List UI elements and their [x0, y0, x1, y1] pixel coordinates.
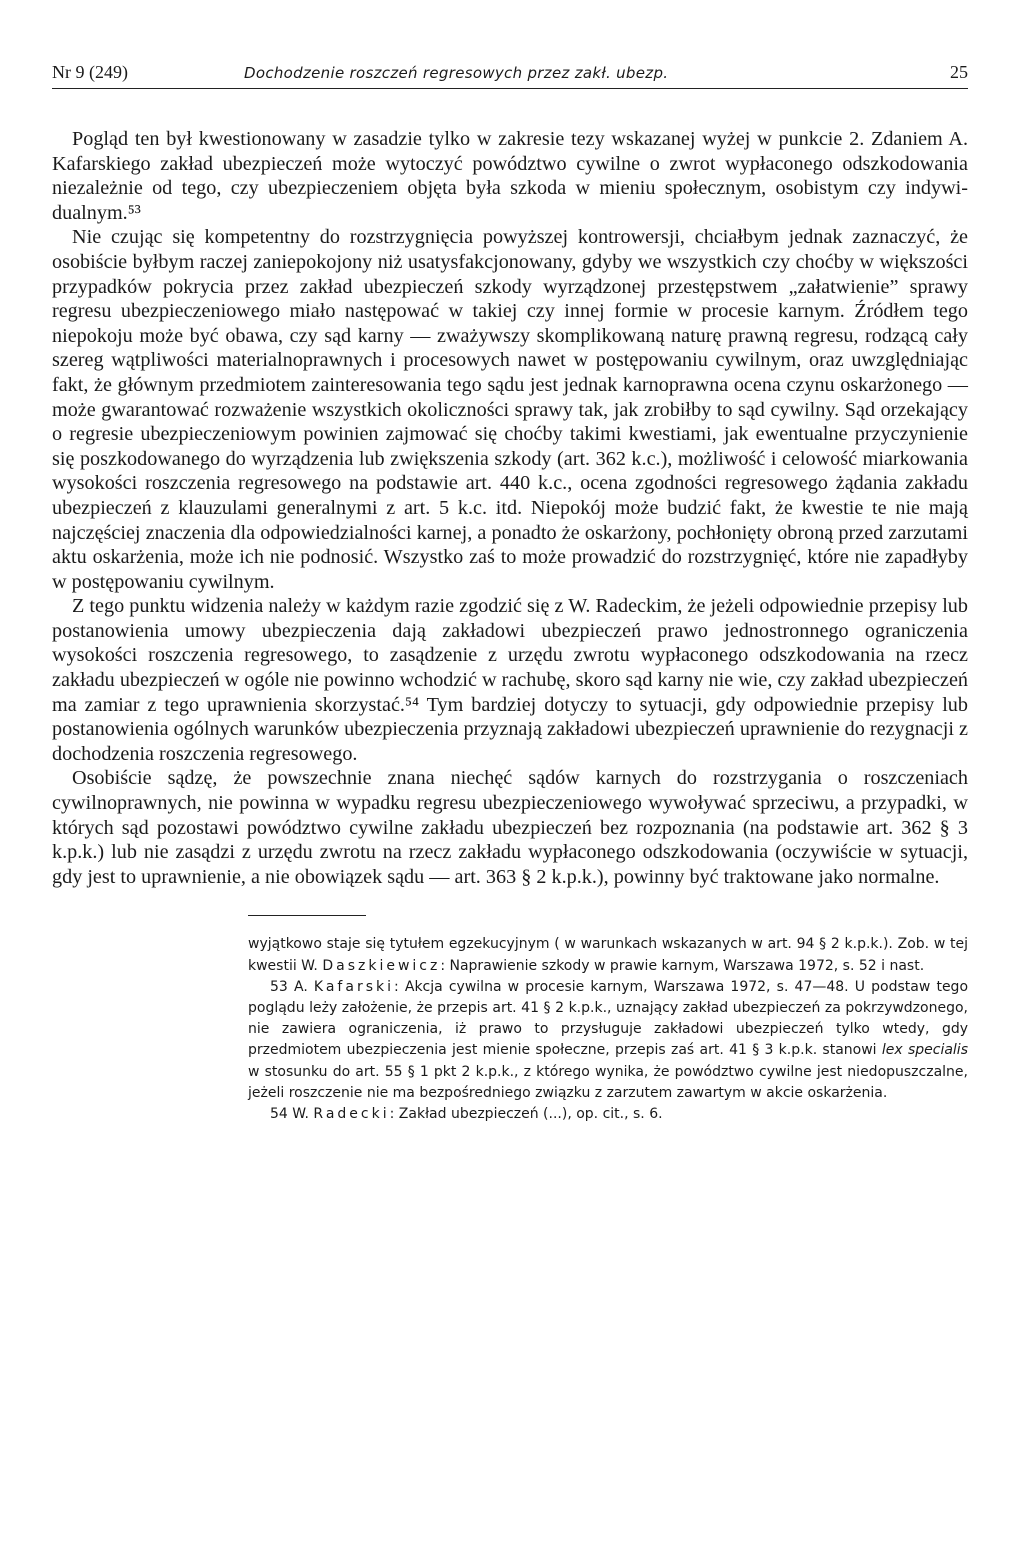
issue-number: Nr 9 (249) — [52, 62, 128, 82]
footnote-continuation: wyjątkowo staje się tytułem egzekucyjnym ( w warunkach wskazanych w art. 94 § 2 k.p.k.). Zob. w tej kwestii W. Daszkiewicz: Naprawienie szkody w prawie karnym, Warszawa 1972, s. 52 i nast. — [248, 936, 968, 974]
footnote-separator — [248, 915, 366, 916]
footnote-number: 53 — [270, 978, 288, 995]
paragraph: Osobiście sądzę, że powszechnie znana niechęć sądów karnych do rozstrzygania o roszczeniach cywilnoprawnych, nie powinna w wypadku regresu ubezpieczeniowego wywoływać sprzeciwu, a przypadki, w których sąd pozostawi powództwo cywilne zakładu ubezpieczeń bez rozpoznania (na podstawie art. 362 § 3 k.p.k.) lub nie zasądzi z urzędu zwrotu na rzecz zakładu wypłaconego odszkodowania (oczywiście w sytuacji, gdy jest to uprawnienie, a nie obowiązek sądu — art. 363 § 2 k.p.k.), powinny być traktowane jako normalne. — [52, 767, 968, 888]
latin-term: lex specialis — [881, 1042, 968, 1059]
document-page — [52, 60, 968, 1125]
footnote-number: 54 — [270, 1106, 288, 1123]
running-header — [52, 60, 968, 89]
footnote-54: 54 W. Radecki: Zakład ubezpieczeń (...), op. cit., s. 6. — [270, 1106, 663, 1123]
footnote-53: 53 A. Kafarski: Akcja cywilna w procesie karnym, Warszawa 1972, s. 47—48. U podstaw tego poglądu leży założenie, że przepis art. 41 § 2 k.p.k., uznający zakład ubezpieczeń za pokrzywdzonego, nie zawiera ograniczenia, iż prawo to przysługuje zakładowi ubezpieczeń tylko wtedy, gdy przedmiotem ubezpieczenia jest mienie społeczne, przepis zaś art. 41 § 3 k.p.k. stanowi lex specialis w stosunku do art. 55 § 1 pkt 2 k.p.k., z którego wynika, że powództwo cywilne jest niedopuszczalne, jeżeli roszczenie nie ma bezpośredniego związku z zarzutem zawartym w akcie oskarżenia. — [248, 978, 969, 1101]
running-title: Dochodzenie roszczeń regresowych przez zakł. ubezp. — [244, 64, 669, 82]
paragraph: Z tego punktu widzenia należy w każdym razie zgodzić się z W. Radeckim, że jeżeli odpowiednie przepisy lub postanowienia umowy ubezpieczenia dają zakładowi ubezpieczeń prawo jednostronnego ograniczenia wysokości roszczenia regresowego, to zasądzenie z urzędu zwrotu wypłaconego odszkodowania na rzecz zakładu ubezpieczeń w ogóle nie powinno wchodzić w rachubę, skoro sąd karny nie wie, czy zakład ubezpieczeń ma zamiar z tego uprawnienia skorzystać.⁵⁴ Tym bardziej dotyczy to sytuacji, gdy odpowiednie przepisy lub postanowienia ogólnych warunków ubezpieczenia przyznają zakładowi ubezpieczeń uprawnienie do rezygnacji z dochodzenia roszczenia regresowego. — [52, 595, 968, 765]
main-text — [52, 127, 968, 889]
cited-author: Daszkiewicz — [322, 957, 441, 974]
paragraph: Pogląd ten był kwestionowany w zasadzie tylko w zakresie tezy wskazanej wyżej w punkcie 2. Zdaniem A. Kafarskiego zakład ubezpieczeń może wytoczyć powództwo cywilne o zwrot wypłaconego odszkodowania niezależnie od tego, czy ubezpieczeniem objęta była szkoda w mieniu społecznym, osobistym czy indywidualnym.⁵³ — [52, 128, 968, 224]
footnotes — [248, 934, 968, 1125]
cited-author: Kafarski — [313, 978, 394, 995]
cited-author: Radecki — [313, 1106, 390, 1123]
page-number: 25 — [950, 62, 968, 82]
paragraph: Nie czując się kompetentny do rozstrzygnięcia powyższej kontrowersji, chciałbym jednak zaznaczyć, że osobiście byłbym raczej zaniepokojony niż usatysfakcjonowany, gdyby we wszystkich czy choćby w większości przypadków pokrycia przez zakład ubezpieczeń szkody wyrządzonej przestępstwem „załatwienie” sprawy regresu ubezpieczeniowego miało następować w takiej czy innej formie w procesie karnym. Źródłem tego niepokoju może być obawa, czy sąd karny — zważywszy skomplikowaną naturę prawną regresu, rodzącą cały szereg wątpliwości materialnoprawnych i procesowych nawet w postępowaniu cywilnym, oraz uwzględniając fakt, że głównym przedmiotem zainteresowania tego sądu jest jednak karnoprawna ocena czynu oskarżonego — może gwarantować rozważenie wszystkich okoliczności sprawy tak, jak zrobiłby to sąd cywilny. Sąd orzekający o regresie ubezpieczeniowym powinien zajmować się choćby takimi kwestiami, jak ewentualne przyczynienie się poszkodowanego do wyrządzenia lub zwiększenia szkody (art. 362 k.c.), możliwość i celowość miarkowania wysokości roszczenia regresowego na podstawie art. 440 k.c., ocena zgodności regresowego żądania zakładu ubezpieczeń z klauzulami generalnymi z art. 5 k.c. itd. Niepokój może budzić fakt, że kwestie te nie mają najczęściej znaczenia dla odpowiedzialności karnej, a ponadto że oskarżony, pochłonięty obroną przed zarzutami aktu oskarżenia, może ich nie podnosić. Wszystko zaś to może prowadzić do rozstrzygnięć, które nie zapadłyby w postępowaniu cywilnym. — [52, 226, 968, 593]
